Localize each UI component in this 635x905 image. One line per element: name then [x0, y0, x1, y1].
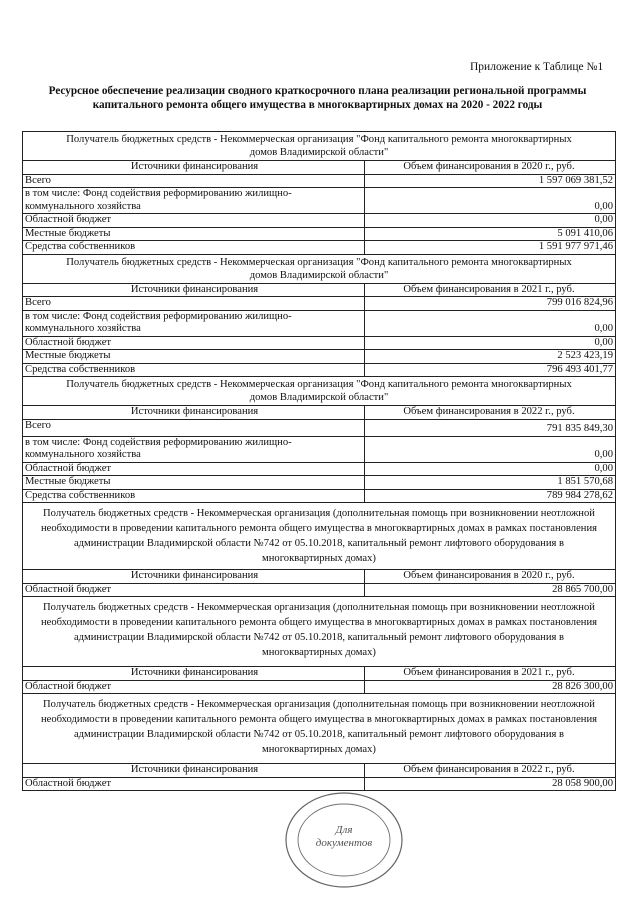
- document-title: [20, 84, 615, 112]
- row-value: 0,00: [594, 449, 613, 460]
- financing-block: [22, 693, 616, 791]
- sources-header: Источники финансирования: [23, 570, 365, 583]
- row-value: 799 016 824,96: [546, 297, 613, 308]
- financing-tables: [22, 131, 616, 791]
- title-line-2: капитального ремонта общего имущества в многоквартирных домах на 2020 - 2022 годы: [92, 99, 543, 111]
- amount-header: Объем финансирования в 2020 г., руб.: [403, 570, 575, 581]
- title-line-1: Ресурсное обеспечение реализации сводного краткосрочного плана реализации региональной программы: [48, 85, 587, 97]
- table-row: [23, 297, 615, 311]
- sources-header: Источники финансирования: [23, 667, 365, 680]
- row-label: в том числе: Фонд содействия реформированию жилищно-коммунального хозяйства: [23, 437, 365, 462]
- row-value: 0,00: [594, 323, 613, 334]
- amount-header: Объем финансирования в 2021 г., руб.: [403, 283, 575, 295]
- table-row: [23, 463, 615, 477]
- row-value: 789 984 278,62: [546, 489, 613, 501]
- row-label: Всего: [23, 297, 365, 310]
- table-header-row: [23, 161, 615, 175]
- table-header-row: [23, 284, 615, 298]
- amount-header: Объем финансирования в 2022 г., руб.: [403, 764, 575, 775]
- row-label: в том числе: Фонд содействия реформированию жилищно-коммунального хозяйства: [23, 188, 365, 213]
- row-value: 1 851 570,68: [557, 476, 613, 487]
- financing-block: [22, 131, 616, 254]
- table-row: [23, 311, 615, 337]
- row-value: 796 493 401,77: [546, 363, 613, 375]
- row-label: Средства собственников: [23, 490, 365, 503]
- row-value: 0,00: [594, 214, 613, 225]
- recipient-heading: Получатель бюджетных средств - Некоммерческая организация "Фонд капитального ремонта многоквартирных домов Владимирской области": [23, 255, 615, 284]
- row-value: 2 523 423,19: [557, 350, 613, 361]
- table-header-row: [23, 570, 615, 584]
- row-label: Областной бюджет: [23, 681, 365, 694]
- table-row: [23, 778, 615, 791]
- amount-header: Объем финансирования в 2022 г., руб.: [403, 406, 575, 417]
- row-label: в том числе: Фонд содействия реформированию жилищно-коммунального хозяйства: [23, 311, 365, 336]
- table-row: [23, 350, 615, 364]
- table-row: [23, 584, 615, 597]
- recipient-heading: Получатель бюджетных средств - Некоммерческая организация "Фонд капитального ремонта многоквартирных домов Владимирской области": [23, 377, 615, 406]
- table-row: [23, 490, 615, 503]
- amount-header: Объем финансирования в 2021 г., руб.: [403, 667, 575, 678]
- official-stamp-icon: [283, 790, 405, 890]
- stamp-svg: [283, 790, 405, 890]
- row-label: Средства собственников: [23, 364, 365, 377]
- sources-header: Источники финансирования: [23, 764, 365, 777]
- sources-header: Источники финансирования: [23, 284, 365, 297]
- recipient-heading: Получатель бюджетных средств - Некоммерческая организация (дополнительная помощь при возникновении неотложной необходимости в проведении капитального ремонта общего имущества в многоквартирных домах в рамках постановления администрации Владимирской области №742 от 05.10.2018, капитальный ремонт лифтового оборудования в многоквартирных домах): [23, 597, 615, 667]
- row-label: Средства собственников: [23, 241, 365, 254]
- row-value: 28 058 900,00: [552, 777, 613, 789]
- table-row: [23, 241, 615, 254]
- table-header-row: [23, 406, 615, 420]
- recipient-heading: Получатель бюджетных средств - Некоммерческая организация "Фонд капитального ремонта многоквартирных домов Владимирской области": [23, 132, 615, 161]
- table-row: [23, 681, 615, 694]
- row-label: Местные бюджеты: [23, 476, 365, 489]
- table-row: [23, 337, 615, 351]
- row-value: 0,00: [594, 200, 613, 212]
- row-label: Областной бюджет: [23, 778, 365, 791]
- row-value: 5 091 410,06: [557, 227, 613, 239]
- recipient-heading: Получатель бюджетных средств - Некоммерческая организация (дополнительная помощь при возникновении неотложной необходимости в проведении капитального ремонта общего имущества в многоквартирных домах в рамках постановления администрации Владимирской области №742 от 05.10.2018, капитальный ремонт лифтового оборудования в многоквартирных домах): [23, 503, 615, 570]
- row-label: Всего: [23, 420, 365, 436]
- row-label: Областной бюджет: [23, 463, 365, 476]
- row-value: 791 835 849,30: [546, 423, 613, 434]
- recipient-heading: Получатель бюджетных средств - Некоммерческая организация (дополнительная помощь при возникновении неотложной необходимости в проведении капитального ремонта общего имущества в многоквартирных домах в рамках постановления администрации Владимирской области №742 от 05.10.2018, капитальный ремонт лифтового оборудования в многоквартирных домах): [23, 694, 615, 764]
- sources-header: Источники финансирования: [23, 406, 365, 419]
- row-value: 28 865 700,00: [552, 583, 613, 595]
- row-label: Областной бюджет: [23, 214, 365, 227]
- table-row: [23, 476, 615, 490]
- financing-block: [22, 502, 616, 596]
- table-row: [23, 437, 615, 463]
- row-label: Областной бюджет: [23, 337, 365, 350]
- row-value: 1 591 977 971,46: [538, 241, 613, 252]
- table-header-row: [23, 667, 615, 681]
- appendix-label: Приложение к Таблице №1: [470, 61, 604, 73]
- table-row: [23, 175, 615, 189]
- row-label: Местные бюджеты: [23, 350, 365, 363]
- svg-text:документов: документов: [315, 837, 373, 849]
- table-row: [23, 420, 615, 437]
- sources-header: Источники финансирования: [23, 161, 365, 174]
- svg-text:Для: Для: [335, 824, 353, 836]
- table-header-row: [23, 764, 615, 778]
- row-value: 1 597 069 381,52: [538, 174, 613, 186]
- row-label: Областной бюджет: [23, 584, 365, 597]
- row-label: Всего: [23, 175, 365, 188]
- table-row: [23, 188, 615, 214]
- row-value: 28 826 300,00: [552, 680, 613, 692]
- table-row: [23, 228, 615, 242]
- row-value: 0,00: [594, 336, 613, 348]
- financing-block: [22, 596, 616, 693]
- table-row: [23, 364, 615, 377]
- financing-block: [22, 376, 616, 502]
- table-row: [23, 214, 615, 228]
- row-label: Местные бюджеты: [23, 228, 365, 241]
- row-value: 0,00: [594, 462, 613, 474]
- amount-header: Объем финансирования в 2020 г., руб.: [403, 161, 575, 172]
- financing-block: [22, 254, 616, 377]
